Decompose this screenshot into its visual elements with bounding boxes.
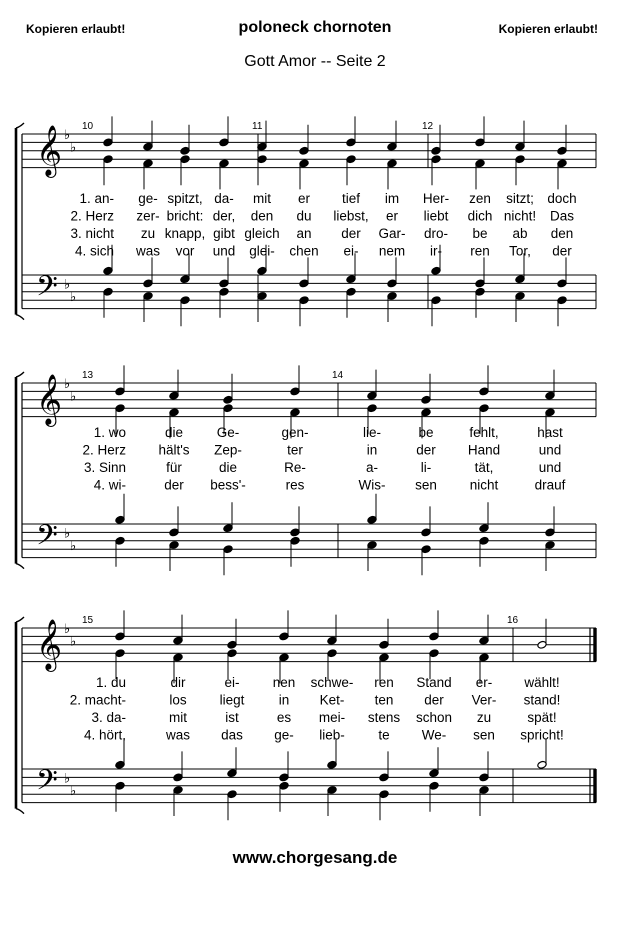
page-subtitle: Gott Amor -- Seite 2 [244, 53, 386, 70]
lyric-syllable: Ket- [319, 692, 345, 708]
measure-number: 11 [252, 121, 263, 132]
lyric-syllable: Re- [284, 460, 306, 475]
measure-number: 13 [82, 370, 94, 381]
key-flat-icon: ♭ [64, 128, 71, 143]
lyric-syllable: mit [253, 191, 271, 206]
lyric-syllable: 1. du [95, 675, 126, 690]
lyric-syllable: zu [476, 710, 492, 725]
lyric-syllable: gleich [244, 226, 280, 241]
lyric-syllable: der [416, 442, 436, 458]
lyric-syllable: sen [415, 477, 437, 493]
lyric-syllable: bess'- [210, 477, 246, 493]
lyric-syllable: liegt [219, 692, 245, 708]
key-flat-icon: ♭ [64, 771, 71, 787]
lyric-syllable: fehlt, [469, 425, 499, 440]
key-flat-icon: ♭ [64, 377, 71, 392]
lyric-syllable: schon [415, 710, 453, 725]
lyric-syllable: ge- [138, 191, 158, 206]
lyric-syllable: gibt [213, 226, 235, 241]
lyric-syllable: Wis- [358, 477, 386, 493]
lyric-syllable: den [550, 226, 574, 241]
lyric-syllable: bricht: [166, 208, 204, 224]
lyric-syllable: er [385, 208, 399, 224]
lyric-syllable: ren [374, 675, 394, 690]
lyric-syllable: Zep- [214, 442, 242, 458]
lyric-syllable: be [472, 226, 488, 241]
lyric-syllable: der [341, 226, 361, 241]
lyric-syllable: a- [365, 460, 379, 475]
lyric-syllable: da- [214, 191, 234, 206]
lyric-syllable: chen [289, 243, 319, 259]
lyric-syllable: Gar- [378, 226, 406, 241]
lyric-syllable: Ver- [471, 692, 497, 708]
measure-number: 16 [507, 615, 519, 626]
lyric-syllable: ei- [343, 243, 359, 259]
key-flat-icon: ♭ [64, 622, 71, 637]
lyric-syllable: tief [341, 191, 361, 206]
lyric-syllable: Stand [416, 675, 452, 690]
lyric-syllable: dro- [423, 226, 449, 241]
lyric-syllable: er [297, 191, 311, 206]
lyric-syllable: ten [374, 692, 394, 708]
lyric-syllable: ei- [224, 675, 240, 690]
lyric-syllable: liebt [423, 208, 449, 224]
lyric-syllable: drauf [534, 477, 566, 493]
page-title: poloneck chornoten [238, 19, 392, 36]
lyric-syllable: nen [272, 675, 296, 690]
lyric-syllable: und [538, 460, 562, 475]
lyric-syllable: ist [225, 710, 239, 725]
lyric-syllable: ter [287, 442, 303, 458]
lyric-syllable: tät, [474, 460, 494, 475]
lyric-syllable: li- [420, 460, 432, 475]
lyric-syllable: es [276, 710, 292, 725]
lyric-syllable: stens [367, 710, 401, 725]
lyric-syllable: ge- [274, 727, 294, 743]
lyric-syllable: der [424, 692, 444, 708]
lyric-syllable: der, [212, 208, 236, 224]
lyric-syllable: Hand [467, 442, 501, 458]
lyric-syllable: mei- [318, 710, 346, 725]
lyric-syllable: ir- [430, 243, 442, 259]
lyric-syllable: liebst, [333, 208, 369, 224]
bracket-hook [16, 617, 24, 622]
bass-clef-icon: 𝄢 [36, 764, 58, 804]
lyric-syllable: 2. macht- [69, 692, 126, 708]
bass-clef-icon: 𝄢 [36, 519, 58, 559]
lyric-syllable: den [250, 208, 274, 224]
staff-treble [22, 383, 596, 417]
bass-clef-icon: 𝄢 [36, 270, 58, 310]
key-flat-icon: ♭ [64, 277, 71, 293]
lyric-syllable: was [135, 243, 161, 259]
measure-number: 12 [422, 121, 434, 132]
measure-number: 14 [332, 370, 344, 381]
lyric-syllable: 2. Herz [70, 208, 114, 224]
lyric-syllable: und [538, 442, 562, 458]
lyric-syllable: Her- [422, 191, 450, 206]
measure-number: 15 [82, 615, 94, 626]
lyric-syllable: dich [467, 208, 493, 224]
lyric-syllable: sitzt; [506, 191, 534, 206]
lyric-syllable: 3. da- [91, 710, 126, 725]
lyric-syllable: stand! [523, 692, 561, 708]
lyric-syllable: in [366, 442, 378, 458]
lyric-syllable: was [165, 727, 191, 743]
lyric-syllable: du [296, 208, 312, 224]
lyric-syllable: Ge- [216, 425, 240, 440]
bracket-hook [16, 372, 24, 377]
key-flat-icon: ♭ [64, 526, 71, 542]
lyric-syllable: We- [421, 727, 447, 743]
lyric-syllable: 3. Sinn [83, 460, 126, 475]
treble-clef-icon: 𝄞 [36, 374, 63, 425]
bracket-hook [16, 123, 24, 128]
lyric-syllable: ab [512, 226, 528, 241]
staff-bass [22, 769, 596, 803]
bracket-hook [16, 564, 24, 569]
measure-number: 10 [82, 121, 94, 132]
lyric-syllable: der [552, 243, 572, 259]
lyric-syllable: res [285, 477, 305, 493]
lyric-syllable: lie- [362, 425, 382, 440]
lyric-syllable: hält's [158, 442, 190, 458]
staff-bass [22, 524, 596, 558]
key-flat-icon: ♭ [70, 634, 77, 650]
copy-notice-right: Kopieren erlaubt! [498, 22, 598, 36]
lyric-syllable: nicht [469, 477, 499, 493]
lyric-syllable: die [218, 460, 238, 475]
lyric-syllable: spricht! [520, 727, 564, 743]
lyric-syllable: für [166, 460, 182, 475]
lyric-syllable: er- [475, 675, 493, 690]
key-flat-icon: ♭ [70, 784, 77, 799]
lyric-syllable: knapp, [164, 226, 206, 241]
lyric-syllable: Das [549, 208, 575, 224]
lyric-syllable: zu [140, 226, 156, 241]
lyric-syllable: schwe- [310, 675, 354, 690]
lyric-syllable: 2. Herz [82, 442, 126, 458]
lyric-syllable: zen [469, 191, 491, 206]
lyric-syllable: mit [169, 710, 187, 725]
lyric-syllable: Tor, [509, 243, 531, 259]
treble-clef-icon: 𝄞 [36, 125, 63, 176]
key-flat-icon: ♭ [70, 140, 77, 156]
lyric-syllable: der [164, 477, 184, 493]
lyric-syllable: te [378, 727, 390, 743]
lyric-syllable: be [418, 425, 434, 440]
lyric-syllable: 4. wi- [93, 477, 126, 493]
lyric-syllable: zer- [136, 208, 160, 224]
key-flat-icon: ♭ [70, 290, 77, 305]
lyric-syllable: glei- [249, 243, 275, 259]
lyric-syllable: lieb- [319, 727, 345, 743]
lyric-syllable: und [212, 243, 236, 259]
lyric-syllable: 1. an- [79, 191, 114, 206]
bracket-hook [16, 809, 24, 814]
lyric-syllable: dir [170, 675, 186, 690]
lyric-syllable: hast [537, 425, 563, 440]
lyric-syllable: los [169, 692, 187, 708]
lyric-syllable: doch [547, 191, 577, 206]
lyric-syllable: wählt! [524, 675, 560, 690]
lyric-syllable: an [296, 226, 312, 241]
lyric-syllable: spät! [527, 710, 557, 725]
staff-treble [22, 628, 596, 662]
bracket-hook [16, 315, 24, 320]
lyric-syllable: 1. wo [93, 425, 126, 440]
lyric-syllable: 4. sich [74, 243, 114, 259]
treble-clef-icon: 𝄞 [36, 619, 63, 670]
lyric-syllable: das [221, 727, 243, 743]
lyric-syllable: gen- [281, 425, 309, 440]
lyric-syllable: spitzt, [167, 191, 203, 206]
lyric-syllable: nem [378, 243, 406, 259]
lyric-syllable: ren [470, 243, 490, 259]
footer-url[interactable]: www.chorgesang.de [232, 848, 398, 867]
lyric-syllable: im [384, 191, 400, 206]
lyric-syllable: 4. hört, [83, 727, 126, 743]
lyric-syllable: nicht! [503, 208, 537, 224]
lyric-syllable: 3. nicht [70, 226, 114, 241]
lyric-syllable: sen [473, 727, 495, 743]
copy-notice-left: Kopieren erlaubt! [26, 22, 126, 36]
lyric-syllable: vor [175, 243, 195, 259]
lyric-syllable: in [278, 692, 290, 708]
lyric-syllable: die [164, 425, 184, 440]
key-flat-icon: ♭ [70, 539, 77, 554]
key-flat-icon: ♭ [70, 389, 77, 405]
